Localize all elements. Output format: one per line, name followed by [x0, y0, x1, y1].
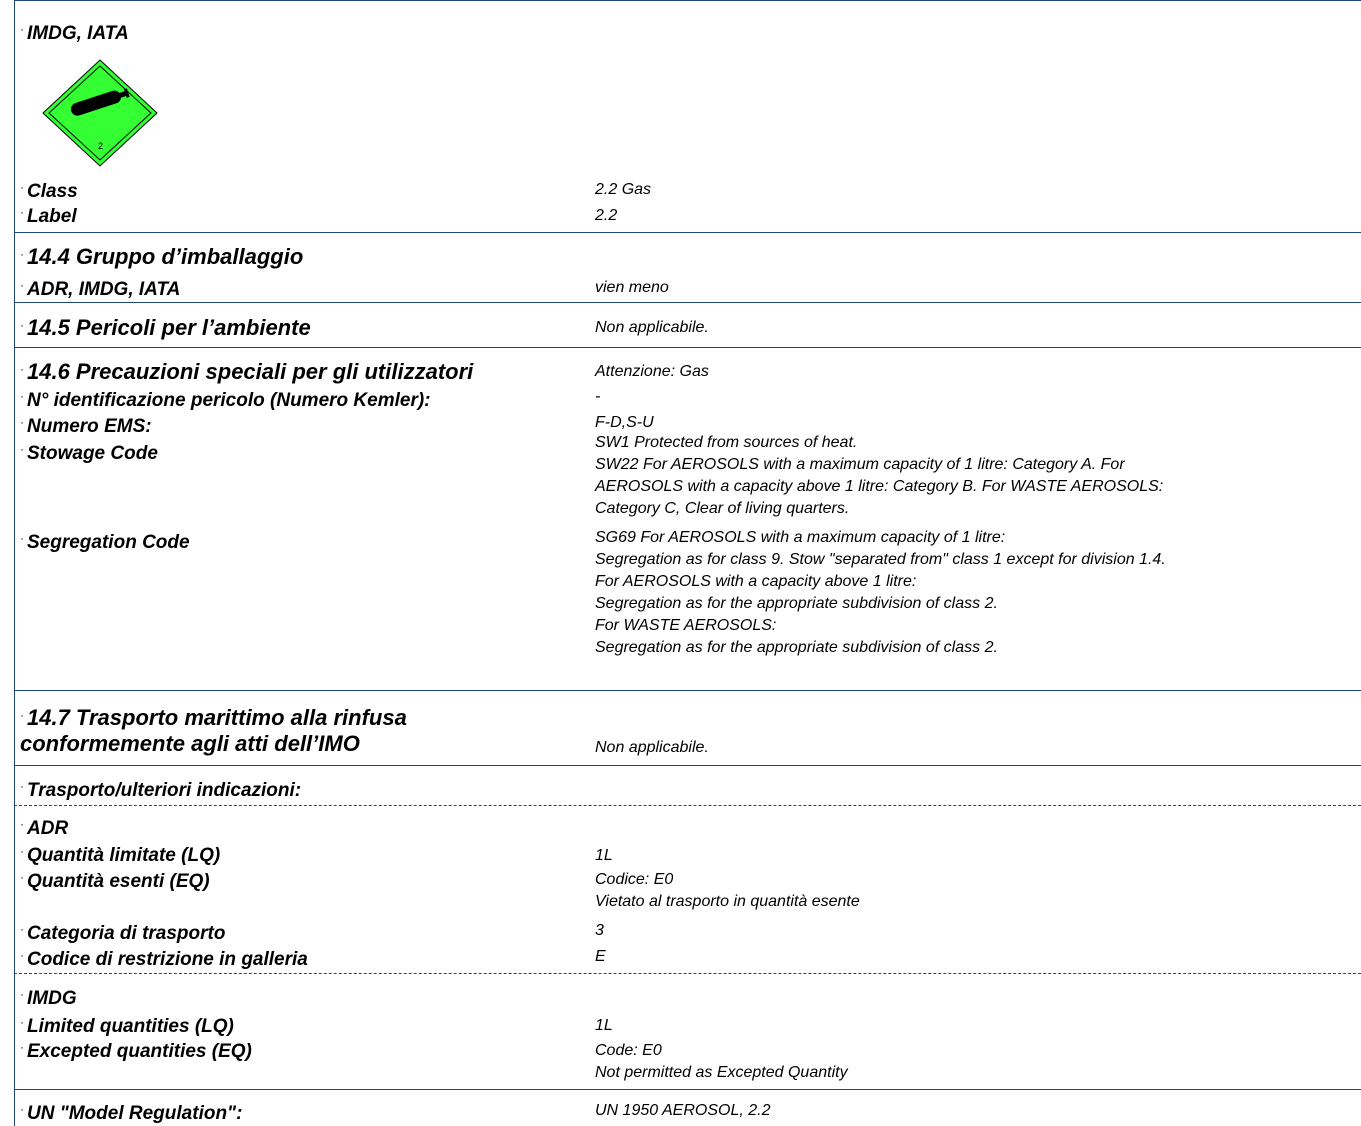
section-14-6-title: · 14.6 Precauzioni speciali per gli utilizzatori: [20, 359, 474, 384]
section-divider: [14, 1089, 1361, 1090]
s144-row-label: · ADR, IMDG, IATA: [20, 278, 181, 300]
kemler-value: -: [595, 388, 601, 405]
transport-category-value: 3: [595, 922, 604, 939]
tunnel-code-label: · Codice di restrizione in galleria: [20, 948, 308, 970]
imdg-iata-heading: · IMDG, IATA: [20, 22, 129, 44]
hazard-class-number: 2: [98, 141, 104, 151]
un-model-regulation-value: UN 1950 AEROSOL, 2.2: [595, 1102, 771, 1119]
adr-lq-label: · Quantità limitate (LQ): [20, 844, 221, 866]
adr-heading: · ADR: [20, 817, 69, 839]
section-divider: [14, 302, 1361, 303]
ems-label: · Numero EMS:: [20, 415, 152, 437]
further-info-title: · Trasporto/ulteriori indicazioni:: [20, 779, 302, 801]
imdg-lq-label: · Limited quantities (LQ): [20, 1015, 234, 1037]
kemler-label: · N° identificazione pericolo (Numero Kemler):: [20, 389, 431, 411]
section-14-5-value: Non applicabile.: [595, 319, 709, 336]
section-divider: [14, 765, 1361, 766]
un-model-regulation-label: · UN "Model Regulation":: [20, 1102, 243, 1124]
gas-cylinder-diamond-icon: [40, 58, 160, 168]
ems-value: F-D,S-U: [595, 414, 654, 431]
dashed-divider: [14, 973, 1361, 974]
imdg-eq-value: Code: E0 Not permitted as Excepted Quantity: [595, 1042, 848, 1081]
imdg-eq-label: · Excepted quantities (EQ): [20, 1040, 252, 1062]
imdg-heading: · IMDG: [20, 987, 77, 1009]
segregation-value: SG69 For AEROSOLS with a maximum capacity of 1 litre: Segregation as for class 9. Stow "separated from" class 1 except for division 1.4. For AEROSOLS with a capacity above 1 litre: Segregation as for the appropriate subdivision of class 2. For WASTE AEROSOLS: Segregation as for the appropriate subdivision of class 2.: [595, 529, 1166, 656]
stowage-label: · Stowage Code: [20, 442, 158, 464]
s144-row-value: vien meno: [595, 279, 669, 296]
section-divider: [14, 690, 1361, 691]
segregation-label: · Segregation Code: [20, 531, 190, 553]
section-divider: [14, 232, 1361, 233]
class-value: 2.2 Gas: [595, 181, 652, 198]
section-14-7-title: · 14.7 Trasporto marittimo alla rinfusa conformemente agli atti dell’IMO: [20, 705, 407, 756]
adr-lq-value: 1L: [595, 847, 613, 864]
class-label: · Class: [20, 180, 78, 202]
section-divider: [14, 347, 1361, 348]
transport-category-label: · Categoria di trasporto: [20, 922, 226, 944]
tunnel-code-value: E: [595, 948, 606, 965]
dashed-divider: [14, 805, 1361, 806]
adr-eq-label: · Quantità esenti (EQ): [20, 870, 210, 892]
section-14-7-value: Non applicabile.: [595, 739, 709, 756]
section-14-6-value: Attenzione: Gas: [595, 363, 709, 380]
adr-eq-value: Codice: E0 Vietato al trasporto in quantità esente: [595, 871, 860, 910]
label-label: · Label: [20, 205, 77, 227]
imdg-lq-value: 1L: [595, 1017, 613, 1034]
section-14-5-title: · 14.5 Pericoli per l’ambiente: [20, 315, 311, 340]
label-value: 2.2: [595, 207, 618, 224]
stowage-value: SW1 Protected from sources of heat. SW22 For AEROSOLS with a maximum capacity of 1 litre: Category A. For AEROSOLS with a capacity above 1 litre: Category B. For WASTE AEROSOLS: Category C, Clear of living quarters.: [595, 434, 1164, 517]
section-14-4-title: · 14.4 Gruppo d’imballaggio: [20, 244, 304, 269]
